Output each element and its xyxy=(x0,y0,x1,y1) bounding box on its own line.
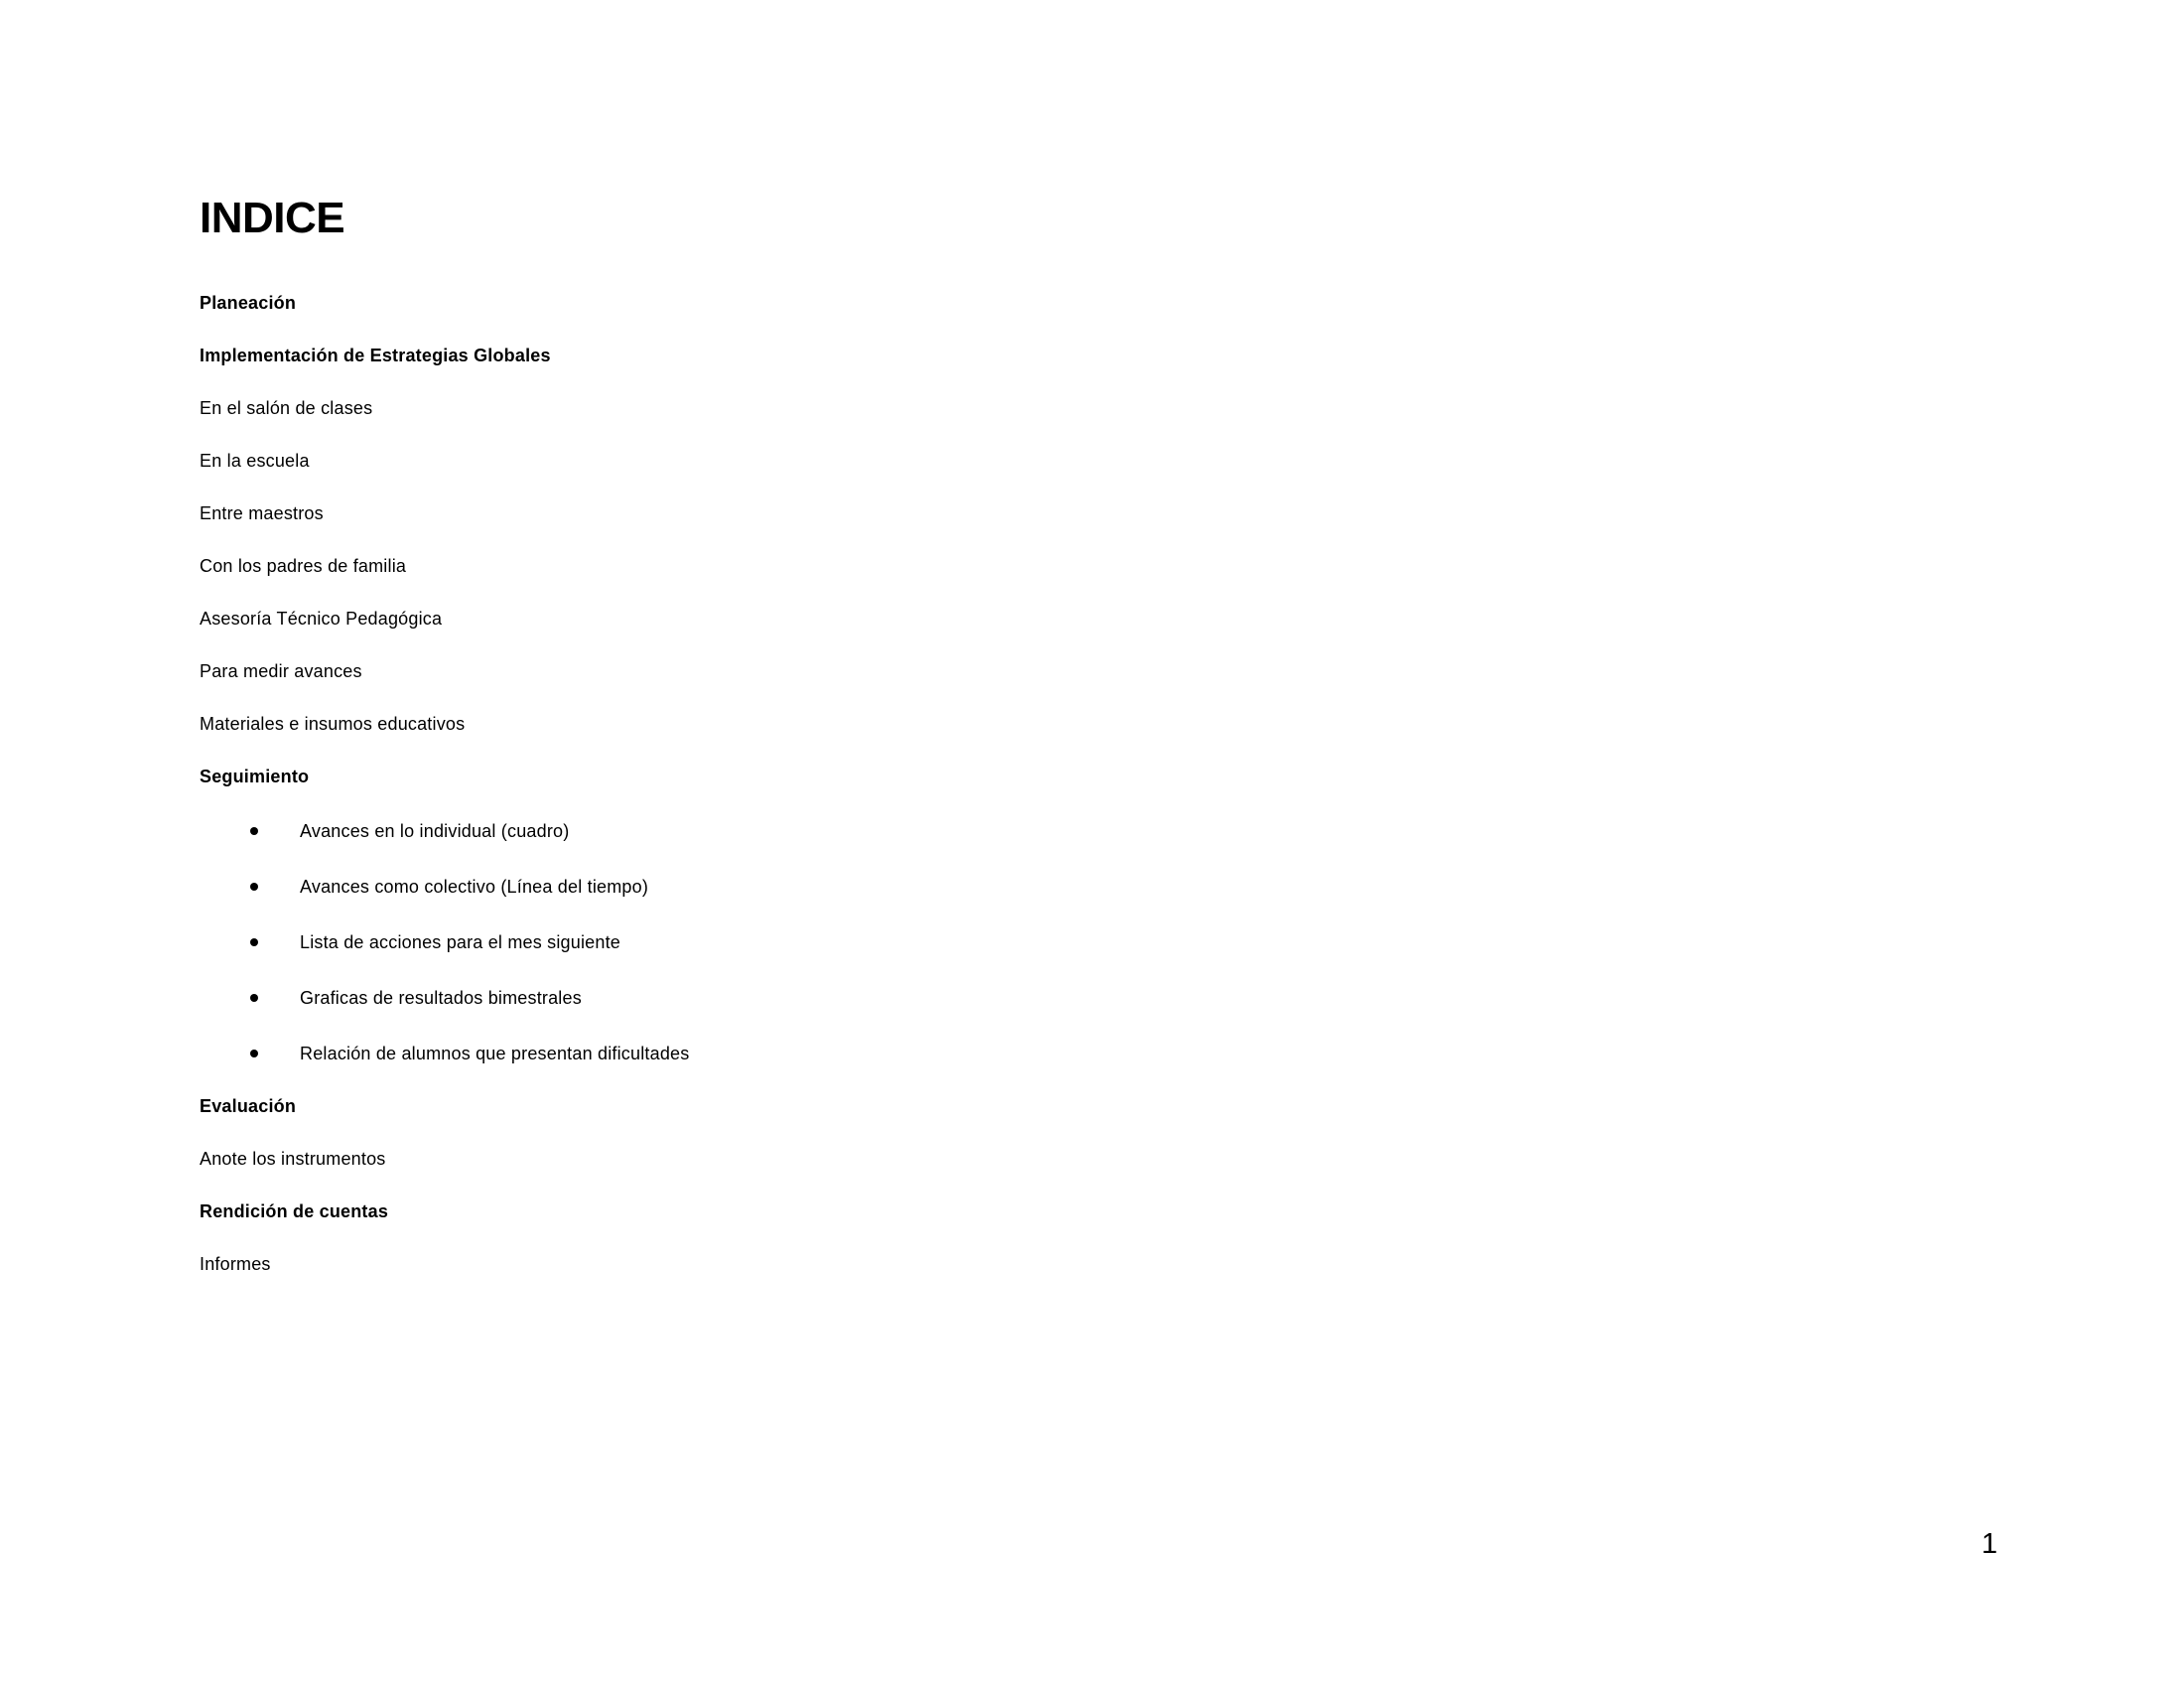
index-entry-instrumentos: Anote los instrumentos xyxy=(200,1149,386,1169)
list-item: Avances como colectivo (Línea del tiempo) xyxy=(300,877,649,897)
page-number: 1 xyxy=(1981,1528,1998,1560)
bullet-icon xyxy=(250,883,258,891)
index-entry-escuela: En la escuela xyxy=(200,451,310,471)
index-entry-salon-de-clases: En el salón de clases xyxy=(200,398,373,418)
index-entry-informes: Informes xyxy=(200,1254,271,1274)
list-item: Graficas de resultados bimestrales xyxy=(300,988,582,1008)
bullet-icon xyxy=(250,994,258,1002)
index-heading-seguimiento: Seguimiento xyxy=(200,767,310,786)
bullet-icon xyxy=(250,827,258,835)
index-entry-entre-maestros: Entre maestros xyxy=(200,503,324,523)
index-heading-rendicion: Rendición de cuentas xyxy=(200,1201,389,1221)
page-title: INDICE xyxy=(200,194,345,242)
index-entry-asesoria: Asesoría Técnico Pedagógica xyxy=(200,609,443,629)
index-heading-evaluacion: Evaluación xyxy=(200,1096,297,1116)
index-entry-materiales: Materiales e insumos educativos xyxy=(200,714,466,734)
bullet-icon xyxy=(250,1050,258,1057)
index-entry-padres-de-familia: Con los padres de familia xyxy=(200,556,407,576)
index-heading-implementacion: Implementación de Estrategias Globales xyxy=(200,346,551,365)
index-heading-planeacion: Planeación xyxy=(200,293,297,313)
list-item: Lista de acciones para el mes siguiente xyxy=(300,932,620,952)
index-entry-medir-avances: Para medir avances xyxy=(200,661,362,681)
list-item: Avances en lo individual (cuadro) xyxy=(300,821,570,841)
list-item: Relación de alumnos que presentan dificultades xyxy=(300,1044,690,1063)
bullet-icon xyxy=(250,938,258,946)
